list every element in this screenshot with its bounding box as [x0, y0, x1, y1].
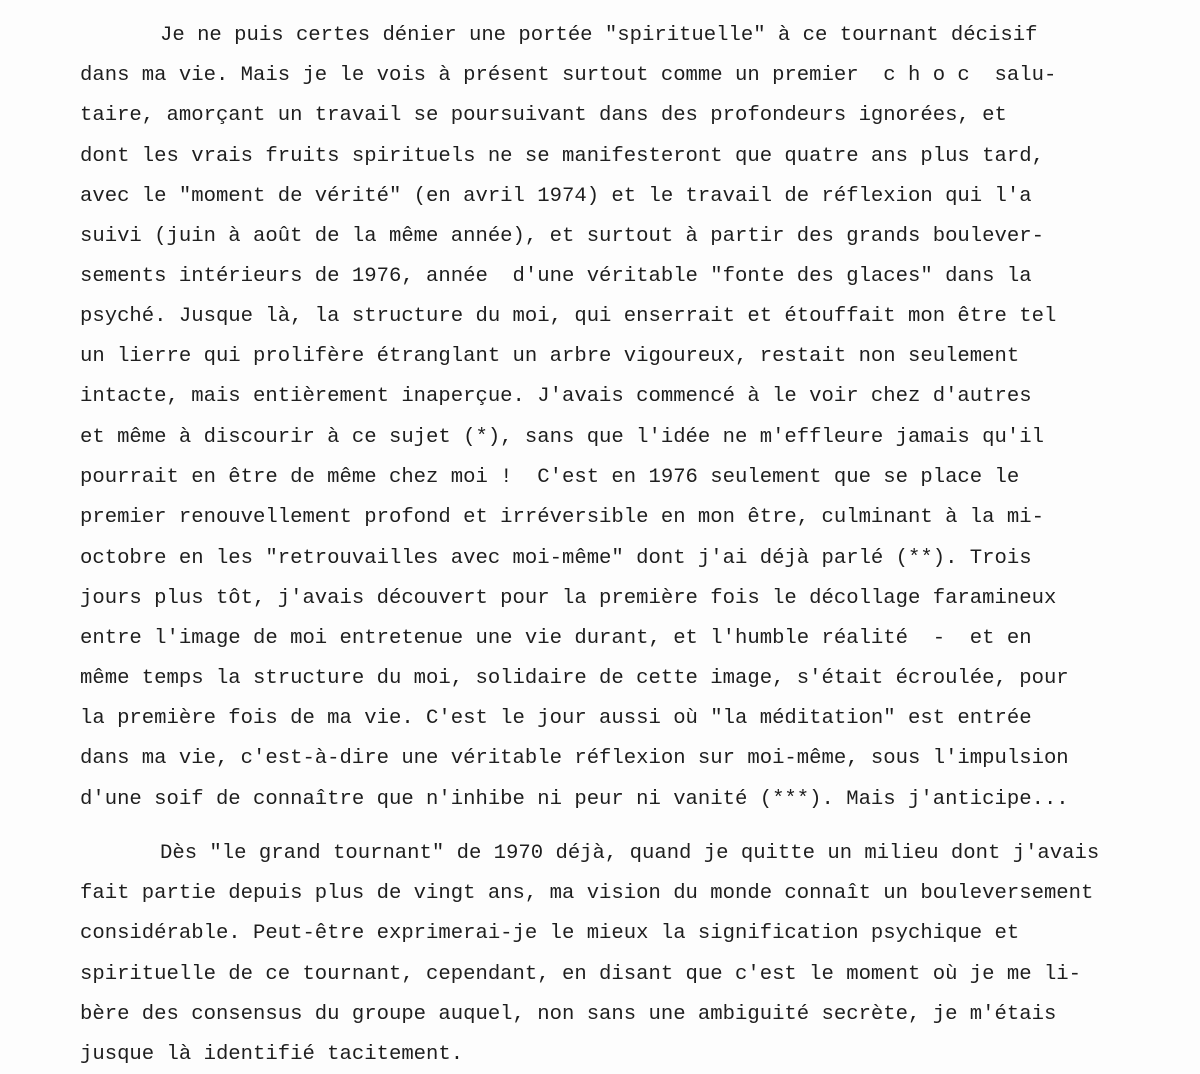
text-line: Je ne puis certes dénier une portée "spirituelle" à ce tournant décisif [160, 24, 1038, 47]
text-line: spirituelle de ce tournant, cependant, en disant que c'est le moment où je me li- [80, 963, 1082, 986]
text-line: un lierre qui prolifère étranglant un arbre vigoureux, restait non seulement [80, 345, 1020, 368]
text-line: sements intérieurs de 1976, année d'une véritable "fonte des glaces" dans la [80, 265, 1032, 288]
text-line: même temps la structure du moi, solidaire de cette image, s'était écroulée, pour [80, 667, 1069, 690]
text-line: entre l'image de moi entretenue une vie durant, et l'humble réalité - et en [80, 627, 1032, 650]
text-line: suivi (juin à août de la même année), et surtout à partir des grands boulever- [80, 225, 1044, 248]
text-line: dont les vrais fruits spirituels ne se manifesteront que quatre ans plus tard, [80, 145, 1044, 168]
text-line: bère des consensus du groupe auquel, non sans une ambiguité secrète, je m'étais [80, 1003, 1057, 1026]
text-line: pourrait en être de même chez moi ! C'est en 1976 seulement que se place le [80, 466, 1020, 489]
text-line: jours plus tôt, j'avais découvert pour la première fois le décollage faramineux [80, 587, 1057, 610]
text-line: d'une soif de connaître que n'inhibe ni peur ni vanité (***). Mais j'anticipe... [80, 788, 1069, 811]
text-line: Dès "le grand tournant" de 1970 déjà, quand je quitte un milieu dont j'avais [160, 842, 1100, 865]
text-line: dans ma vie. Mais je le vois à présent surtout comme un premier c h o c salu- [80, 64, 1057, 87]
text-line: et même à discourir à ce sujet (*), sans que l'idée ne m'effleure jamais qu'il [80, 426, 1044, 449]
text-line: avec le "moment de vérité" (en avril 1974) et le travail de réflexion qui l'a [80, 185, 1032, 208]
text-line: intacte, mais entièrement inaperçue. J'avais commencé à le voir chez d'autres [80, 385, 1032, 408]
text-line: jusque là identifié tacitement. [80, 1043, 464, 1066]
text-line: octobre en les "retrouvailles avec moi-même" dont j'ai déjà parlé (**). Trois [80, 547, 1032, 570]
text-line: la première fois de ma vie. C'est le jour aussi où "la méditation" est entrée [80, 707, 1032, 730]
text-line: psyché. Jusque là, la structure du moi, qui enserrait et étouffait mon être tel [80, 305, 1057, 328]
text-line: fait partie depuis plus de vingt ans, ma vision du monde connaît un bouleversement [80, 882, 1094, 905]
text-line: premier renouvellement profond et irréversible en mon être, culminant à la mi- [80, 506, 1044, 529]
text-line: considérable. Peut-être exprimerai-je le mieux la signification psychique et [80, 922, 1020, 945]
text-line: taire, amorçant un travail se poursuivant dans des profondeurs ignorées, et [80, 104, 1007, 127]
text-line: dans ma vie, c'est-à-dire une véritable réflexion sur moi-même, sous l'impulsion [80, 747, 1069, 770]
